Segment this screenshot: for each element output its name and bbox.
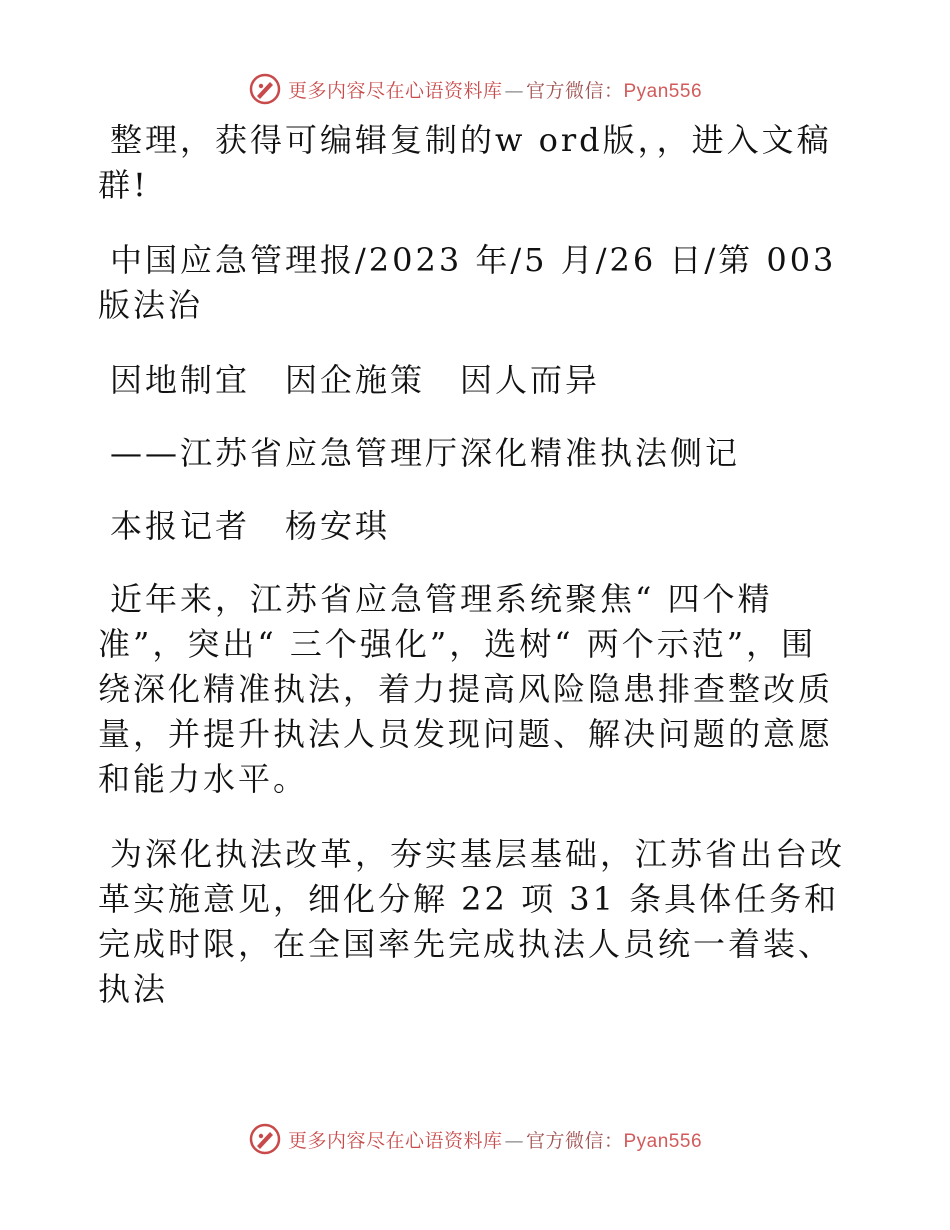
footer-banner-side: 官方微信： [525, 1129, 624, 1152]
footer-watermark-banner [0, 1122, 950, 1156]
footer-banner-main: 更多内容尽在心语资料库 [287, 1129, 503, 1152]
article-byline: 本报记者 杨安琪 [110, 507, 391, 545]
footer-banner-text [288, 1126, 702, 1153]
header-banner-main: 更多内容尽在心语资料库 [287, 79, 503, 102]
header-banner-text [288, 76, 702, 103]
pen-seal-icon [248, 1122, 282, 1156]
header-watermark-banner [0, 72, 950, 106]
header-banner-side: 官方微信： [525, 79, 624, 102]
document-body [98, 118, 850, 1042]
body-paragraph-2: 为深化执法改革，夯实基层基础，江苏省出台改革实施意见，细化分解 22 项 31 条具体任务和完成时限，在全国率先完成执法人员统一着装、执法 [98, 835, 846, 1008]
pen-seal-icon [248, 72, 282, 106]
body-paragraph-1: 近年来，江苏省应急管理系统聚焦“ 四个精准”，突出“ 三个强化”，选树“ 两个示范”，围绕深化精准执法，着力提高风险隐患排查整改质量，并提升执法人员发现问题、解决问题的意愿和能力水平。 [98, 580, 834, 798]
intro-note-paragraph: 整理，获得可编辑复制的w ord版，，进入文稿群! [98, 121, 832, 204]
source-line-paragraph: 中国应急管理报/2023 年/5 月/26 日/第 003 版法治 [98, 241, 837, 324]
footer-banner-wechat-id: Pyan556 [623, 1130, 703, 1152]
footer-banner-dash: — [504, 1129, 524, 1152]
header-banner-dash: — [504, 79, 524, 102]
header-banner-wechat-id: Pyan556 [623, 80, 703, 102]
article-subtitle: ——江苏省应急管理厅深化精准执法侧记 [110, 434, 741, 472]
article-title: 因地制宜 因企施策 因人而异 [110, 361, 601, 399]
